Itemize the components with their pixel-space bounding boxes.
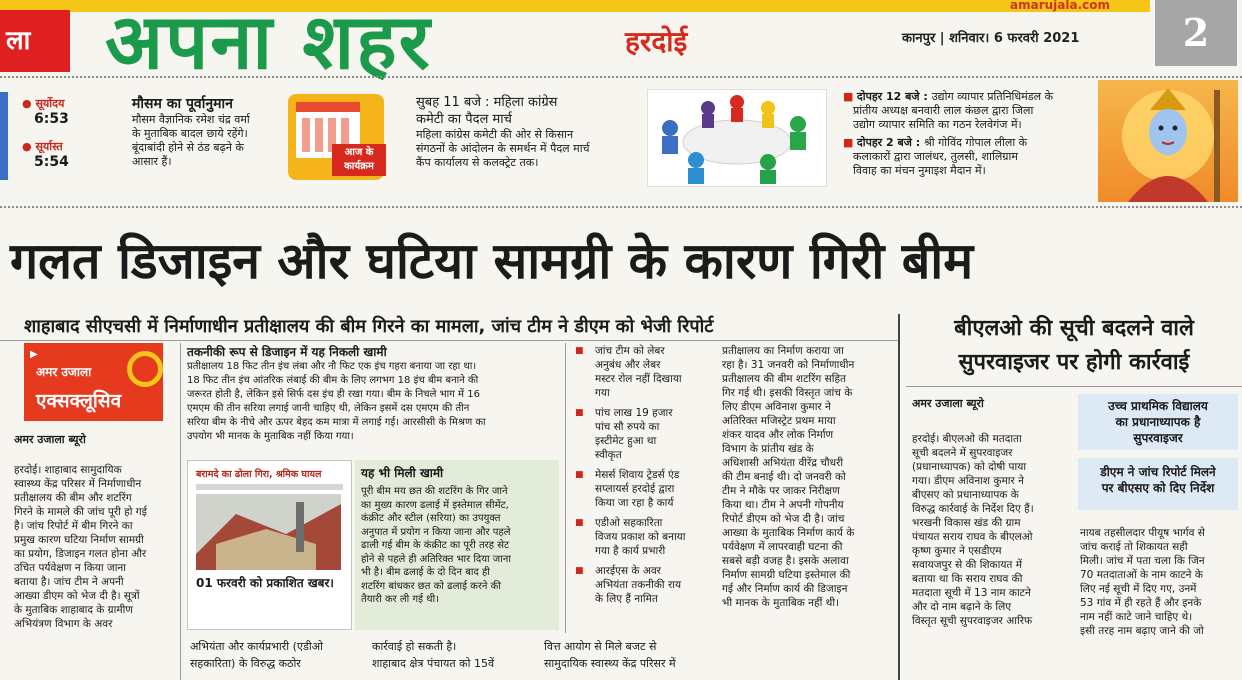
article-line: विभाग के प्रांतीय खंड के [722, 443, 814, 455]
fact-item: ■ एडीओ सहकारिता विजय प्रकाश को बनाया गया है कार्य प्रभारी [575, 517, 686, 557]
main-headline: गलत डिजाइन और घटिया सामग्री के कारण गिरी बीम [10, 232, 974, 290]
article-line: कृष्ण कुमार ने एसडीएम [912, 545, 1002, 557]
program-line: कैंप कार्यालय से कलक्ट्रेट तक। [416, 156, 539, 169]
article-line: मिली। जांच में पता चला कि जिन [1080, 555, 1205, 567]
bullet-icon: ■ [575, 470, 584, 480]
article-line: 53 गांव में ही रहते हैं और इनके [1080, 597, 1202, 609]
flaw-line: होने से पहले ही अतिरिक्त भार दिया जाना [361, 553, 511, 565]
program-text [416, 128, 636, 170]
article-continued-1 [190, 638, 380, 672]
article-line: विरुद्ध कार्रवाई के निर्देश दिए हैं। [912, 503, 1034, 515]
bullet-icon: ■ [575, 566, 584, 576]
column-rule [180, 343, 181, 680]
article-line: बताया था कि सराय राघव की [912, 573, 1023, 585]
article-line: अतिरिक्त मजिस्ट्रेट प्रथम माया [722, 415, 836, 427]
calendar-icon [288, 94, 384, 180]
article-line: रिपोर्ट डीएम को भेज दी है। जांच [722, 513, 845, 525]
article-line: कार्रवाई हो सकती है। [372, 640, 457, 653]
meeting-illustration [647, 89, 827, 187]
brand-url: amarujala.com [1010, 0, 1111, 12]
tech-box [187, 343, 562, 444]
article-line: उचित पर्यवेक्षण न किया जाना [14, 562, 126, 574]
fact-item: ■ आरईएस के अवर अभियंता तकनीकी राय के लिए हैं नामित [575, 565, 682, 605]
article-line: विस्तृत सूची सुपरवाइजर आरिफ [912, 615, 1033, 627]
bullet-icon: ■ [575, 518, 584, 528]
box-line: का प्रधानाध्यापक है [1115, 415, 1201, 429]
article-line: हरदोई। शाहाबाद सामुदायिक [14, 464, 122, 476]
flaw-line: पूरी बीम मय छत की शटरिंग के गिर जाने [361, 486, 508, 497]
tech-line: प्रतीक्षालय 18 फिट तीन इंच लंबा और नौ फिट एक इंच गहरा बनाया जा रहा था। [187, 361, 477, 372]
article-line: प्रमुख कारण घटिया निर्माण सामग्री [14, 534, 144, 546]
article-line: सामुदायिक स्वास्थ्य केंद्र परिसर में [544, 657, 676, 670]
article-line: प्रतीक्षालय की बीम और शटरिंग [14, 492, 132, 504]
article-line: (प्रधानाध्यापक) को दोषी पाया [912, 461, 1027, 473]
article-line: इसी तरह नाम बढ़ाए जाने की जो [1080, 625, 1204, 637]
article-line: के मुताबिक शाहाबाद के ग्रामीण [14, 604, 133, 616]
article-continued-2 [372, 638, 532, 672]
weather-line: मौसम वैज्ञानिक रमेश चंद्र वर्मा [132, 113, 250, 126]
strip-divider [0, 206, 1242, 208]
deity-illustration [1098, 80, 1238, 202]
article-line: किया था। टीम ने अपनी गोपनीय [722, 499, 844, 511]
fact-item: ■ मेसर्स शिवाय ट्रेडर्स एंड सप्लायर्स हरदोई द्वारा किया जा रहा है कार्य [575, 469, 680, 509]
article-column-1 [14, 463, 176, 631]
article-continued-3 [544, 638, 722, 672]
bullet-icon: ■ [575, 408, 584, 418]
section-tab: ला [0, 10, 70, 72]
side-headline: बीएलओ की सूची बदलने वाले सुपरवाइजर पर होगी कार्रवाई [954, 316, 1194, 375]
article-line: सबसे बड़ी वजह है। इसके अलावा [722, 555, 849, 567]
exclusive-badge: ▶ अमर उजाला एक्सक्लूसिव [24, 343, 163, 421]
article-line: जांच कराई तो शिकायत सही [1080, 541, 1188, 553]
article-line: है। जांच रिपोर्ट में बीम गिरने का [14, 520, 133, 532]
weather-text [132, 113, 267, 169]
schedule-list [843, 90, 1088, 182]
article-column-4 [722, 344, 884, 610]
article-line: पंचायत सराय राघव के बीएलओ [912, 531, 1033, 543]
flaw-line: शटरिंग बांधकर छत को ढलाई करने की [361, 580, 501, 592]
article-line: निर्माण सामग्री घटिया इस्तेमाल की [722, 569, 851, 581]
article-line: प्रतीक्षालय का निर्माण कराया जा [722, 345, 844, 357]
article-line: बताया है। जांच टीम ने अपनी [14, 576, 124, 588]
side-byline: अमर उजाला ब्यूरो [912, 397, 984, 410]
side-box-2 [1078, 458, 1238, 510]
play-icon: ▶ [30, 349, 38, 360]
fact-item: ■ पांच लाख 19 हजार पांच सौ रुपये का इस्टीमेट हुआ था स्वीकृत [575, 407, 673, 461]
side-column-1 [912, 432, 1068, 628]
weather-box [132, 94, 267, 169]
sun-times [22, 96, 112, 170]
flaw-line: तैयारी कर ली गई थी। [361, 594, 439, 605]
article-line: और दो नाम बढ़ाने के लिए [912, 601, 1012, 613]
subhead-rule [0, 340, 900, 341]
sunrise-time: 6:53 [34, 111, 69, 127]
article-line: हरदोई। बीएलओ की मतदाता [912, 433, 1022, 445]
side-rule [906, 386, 1242, 387]
weather-line: आसार हैं। [132, 155, 172, 168]
article-line: गिर गई थी। इसकी विस्तृत जांच के [722, 387, 853, 399]
sun-icon: ● [22, 97, 36, 110]
side-box-1 [1078, 394, 1238, 450]
weather-line: बूंदाबांदी होने से ठंड बढ़ने के [132, 141, 244, 154]
weather-title: मौसम का पूर्वानुमान [132, 96, 233, 112]
fact-item: ■ जांच टीम को लेबर अनुबंध और लेबर मस्टर रोल नहीं दिखाया गया [575, 345, 682, 399]
magnifier-icon [127, 351, 163, 387]
article-line: नाम नहीं काटे जाने चाहिए थे। [1080, 611, 1193, 623]
sunrise-label: ● सूर्योदय [22, 97, 65, 110]
masthead-divider [0, 76, 1242, 78]
box-line: डीएम ने जांच रिपोर्ट मिलने [1100, 465, 1216, 479]
bullet-icon: ■ [575, 346, 584, 356]
article-line: शाहाबाद क्षेत्र पंचायत को 15वें [372, 657, 495, 670]
tech-line: जरूरत होती है, लेकिन इसे सिर्फ दस इंच ही रखा गया। बीम के निचले भाग में 16 [187, 389, 480, 400]
tech-line: एमएम की तीन सरिया लगाई जानी चाहिए थी, लेकिन इसमें दस एमएम की तीन [187, 403, 470, 414]
article-line: रहा है। 31 जनवरी को निर्माणाधीन [722, 359, 855, 371]
box-line: पर बीएसए को दिए निर्देश [1101, 481, 1215, 495]
article-line: पर्यवेक्षण में लापरवाही घटना की [722, 541, 843, 553]
article-line: टीम ने मौके पर जाकर निरीक्षण [722, 485, 840, 497]
article-line: भरखनी विकास खंड की ग्राम [912, 517, 1021, 529]
weather-line: के मुताबिक बादल छाये रहेंगे। [132, 127, 248, 140]
schedule-time: दोपहर 2 बजे : [856, 136, 924, 149]
program-badge: आज के कार्यक्रम [332, 144, 386, 176]
masthead-title: अपना शहर [105, 0, 432, 86]
byline: अमर उजाला ब्यूरो [14, 433, 86, 446]
article-line: भी मानक के मुताबिक नहीं थी। [722, 597, 840, 609]
article-line: आख्या डीएम को भेज दी है। सूत्रों [14, 590, 140, 602]
article-line: गई और निर्माण कार्य की डिजाइन [722, 583, 848, 595]
program-line: महिला कांग्रेस कमेटी की ओर से किसान [416, 128, 574, 141]
article-line: की टीम बनाई थी। दो जनवरी को [722, 471, 846, 483]
schedule-time: दोपहर 12 बजे : [856, 90, 932, 103]
article-line: 70 मतदाताओं के नाम काटने के [1080, 569, 1203, 581]
flaw-line: भी है। बीम ढलाई के दो दिन बाद ही [361, 567, 490, 578]
tech-line: सरिया बीम के नीचे और ऊपर बेहद कम मात्रा में लगाई गई। आरसीसी के मिश्रण का [187, 417, 486, 428]
article-line: वित्त आयोग से मिले बजट से [544, 640, 657, 653]
flaw-box: यह भी मिली खामी पूरी बीम मय छत की शटरिंग के गिर जाने का मुख्य कारण ढलाई में इस्तेमाल सीमेंट, कंक्रीट और स्टील (सरिया) का उपयुक्त अनुपात में प्रयोग न किया जाना और पहले ढाली गई बीम के कंक्रीट का पूरी तरह सेट होने से पहले ही अतिरिक्त भार दिया जाना भी है। बीम ढलाई के दो दिन बाद ही शटरिंग बांधकर छत को ढलाई करने की तैयारी कर ली गई थी। [355, 460, 559, 630]
schedule-item: ■ दोपहर 12 बजे : उद्योग व्यापार प्रतिनिधिमंडल के प्रांतीय अध्यक्ष बनवारी लाल कंछल द्वारा जिला उद्योग व्यापार समिति का गठन रेलवेगंज में। [843, 90, 1054, 131]
clipping-photo: बरामदे का ढोला गिरा, श्रमिक घायल 01 फरवरी को प्रकाशित खबर। [187, 460, 352, 630]
tech-text [187, 360, 557, 444]
article-line: का प्रयोग, डिजाइन गलत होना और [14, 548, 147, 560]
article-line: प्रतीक्षालय की बीम शटरिंग सहित [722, 373, 846, 385]
article-line: अधिशासी अभियंता वीरेंद्र चौधरी [722, 457, 844, 469]
bullet-icon: ■ [843, 90, 857, 103]
tech-title: तकनीकी रूप से डिजाइन में यह निकली खामी [187, 345, 387, 359]
fact-list [575, 344, 715, 612]
article-line: मतदाता सूची में 13 नाम काटने [912, 587, 1031, 599]
article-line: सवायजपुर से की शिकायत में [912, 559, 1023, 571]
article-line: लिए डीएम अविनाश कुमार ने [722, 401, 831, 413]
flaw-text [355, 485, 561, 607]
program-title: सुबह 11 बजे : महिला कांग्रेस कमेटी का पैदल मार्च [416, 95, 558, 127]
article-line: लिए नई सूची में दिए गए, उनमें [1080, 583, 1197, 595]
schedule-item: ■ दोपहर 2 बजे : श्री गोविंद गोपाल लीला के कलाकारों द्वारा जालंधर, तुलसी, शालिग्राम विवाह का मंचन नुमाइश मैदान में। [843, 136, 1028, 177]
city-name: हरदोई [625, 25, 688, 58]
article-line: स्वास्थ्य केंद्र परिसर में निर्माणाधीन [14, 478, 142, 490]
flaw-line: का मुख्य कारण ढलाई में इस्तेमाल सीमेंट, [361, 499, 509, 511]
tech-line: 18 फिट तीन इंच आंतरिक लंबाई की बीम के लिए लगभग 18 इंच बीम बनाने की [187, 375, 479, 386]
box-line: सुपरवाइजर [1133, 431, 1183, 445]
column-rule [898, 314, 900, 680]
page-number: 2 [1155, 0, 1237, 66]
article-line: नायब तहसीलदार पीयूष भार्गव से [1080, 527, 1205, 539]
article-line: आख्या के मुताबिक निर्माण कार्य के [722, 527, 855, 539]
article-line: सूची बदलने में सुपरवाइजर [912, 447, 1013, 459]
program-line: संगठनों के आंदोलन के समर्थन में पैदल मार्च [416, 142, 590, 155]
side-column-2 [1080, 526, 1238, 638]
article-line: सहकारिता) के विरुद्ध कठोर [190, 657, 301, 670]
article-line: शंकर यादव और लोक निर्माण [722, 429, 834, 441]
article-line: अभियंता और कार्यप्रभारी (एडीओ [190, 640, 323, 653]
sun-bar [0, 92, 8, 180]
collapsed-structure-image [196, 494, 341, 570]
sunset-time: 5:54 [34, 154, 69, 170]
dateline: कानपुर | शनिवार। 6 फरवरी 2021 [902, 31, 1080, 46]
sun-icon: ● [22, 140, 36, 153]
flaw-line: अनुपात में प्रयोग न किया जाना और पहले [361, 526, 511, 538]
flaw-line: कंक्रीट और स्टील (सरिया) का उपयुक्त [361, 513, 501, 524]
sub-headline: शाहाबाद सीएचसी में निर्माणाधीन प्रतीक्षालय की बीम गिरने का मामला, जांच टीम ने डीएम को भेजी रिपोर्ट [24, 316, 714, 337]
article-line: बीएसए को प्रधानाध्यापक के [912, 489, 1019, 501]
bullet-icon: ■ [843, 136, 857, 149]
article-line: गया। डीएम अविनाश कुमार ने [912, 475, 1024, 487]
box-line: उच्च प्राथमिक विद्यालय [1108, 399, 1208, 413]
sunset-label: ● सूर्यास्त [22, 140, 63, 153]
article-line: अभियंत्रण विभाग के अवर [14, 618, 113, 630]
tech-line: उपयोग भी मानक के मुताबिक नहीं किया गया। [187, 431, 354, 442]
flaw-line: ढाली गई बीम के कंक्रीट का पूरी तरह सेट [361, 540, 510, 551]
program-box [416, 94, 636, 170]
column-rule [565, 343, 566, 633]
article-line: गिरने के मामले की जांच पूरी हो गई [14, 506, 147, 518]
